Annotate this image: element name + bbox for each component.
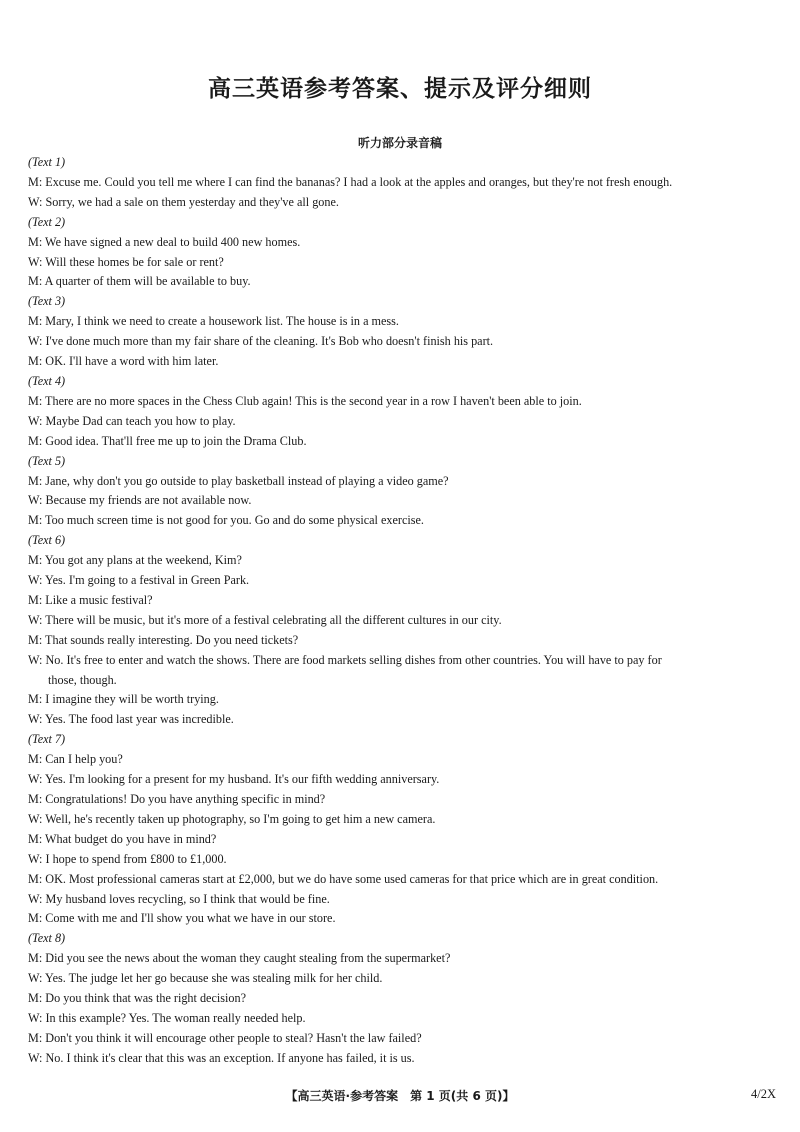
text-marker [28, 531, 778, 551]
dialogue-line [28, 312, 778, 332]
dialogue-line [28, 272, 778, 292]
dialogue-line [28, 690, 778, 710]
dialogue-line [28, 870, 778, 890]
text-marker-label: (Text 2) [28, 214, 66, 229]
dialogue-line [28, 611, 778, 631]
dialogue-line [28, 1049, 778, 1069]
dialogue-text: W: My husband loves recycling, so I think that would be fine. [28, 891, 330, 906]
dialogue-line [28, 173, 778, 193]
dialogue-text: W: No. I think it's clear that this was an exception. If anyone has failed, it is us. [28, 1050, 415, 1065]
text-marker-label: (Text 5) [28, 453, 66, 468]
dialogue-line [28, 1029, 778, 1049]
text-marker [28, 929, 778, 949]
text-marker [28, 213, 778, 233]
dialogue-text: M: Congratulations! Do you have anything specific in mind? [28, 792, 326, 806]
dialogue-text: M: Jane, why don't you go outside to play basketball instead of playing a video game? [28, 473, 449, 488]
dialogue-text: W: Well, he's recently taken up photography, so I'm going to get him a new camera. [28, 811, 436, 826]
dialogue-text: M: Excuse me. Could you tell me where I can find the bananas? I had a look at the apples and oranges, but they're not fresh enough. [28, 174, 673, 189]
dialogue-text: W: Yes. The food last year was incredible. [28, 712, 234, 727]
dialogue-text: M: Did you see the news about the woman they caught stealing from the supermarket? [28, 951, 451, 966]
dialogue-text: M: Don't you think it will encourage other people to steal? Hasn't the law failed? [28, 1030, 422, 1045]
dialogue-text: M: Mary, I think we need to create a housework list. The house is in a mess. [28, 314, 399, 329]
dialogue-text: W: There will be music, but it's more of a festival celebrating all the different cultures in our city. [28, 612, 502, 627]
dialogue-line [28, 511, 778, 531]
dialogue-line [28, 850, 778, 870]
dialogue-text: M: A quarter of them will be available to buy. [28, 274, 251, 289]
dialogue-text: W: No. It's free to enter and watch the shows. There are food markets selling dishes from other countries. You will have to pay for [28, 652, 662, 667]
dialogue-line [28, 551, 778, 571]
dialogue-text: W: I hope to spend from £800 to £1,000. [28, 851, 227, 866]
section-title: 听力部分录音稿 [357, 136, 442, 150]
dialogue-line [28, 472, 778, 492]
text-marker-label: (Text 8) [28, 931, 66, 946]
dialogue-line [28, 412, 778, 432]
dialogue-line [28, 352, 778, 372]
page-footer: 【高三英语·参考答案 第 1 页(共 6 页)】 [285, 1089, 515, 1103]
dialogue-text: M: Good idea. That'll free me up to join the Drama Club. [28, 433, 307, 448]
dialogue-text: W: Maybe Dad can teach you how to play. [28, 413, 236, 428]
dialogue-line [28, 710, 778, 730]
dialogue-text: M: That sounds really interesting. Do you need tickets? [28, 632, 299, 647]
text-marker [28, 452, 778, 472]
text-marker-label: (Text 3) [28, 294, 66, 309]
dialogue-text: M: Like a music festival? [28, 592, 153, 607]
text-marker [28, 730, 778, 750]
dialogue-line [28, 392, 778, 412]
dialogue-line [28, 909, 778, 929]
text-marker-label: (Text 1) [28, 155, 66, 169]
dialogue-text: M: What budget do you have in mind? [28, 831, 217, 846]
dialogue-line [28, 750, 778, 770]
dialogue-line [28, 969, 778, 989]
dialogue-text: W: In this example? Yes. The woman really needed help. [28, 1010, 306, 1025]
dialogue-line [28, 1009, 778, 1029]
dialogue-text: M: I imagine they will be worth trying. [28, 692, 219, 707]
listening-transcript [28, 153, 778, 1069]
dialogue-text: M: Come with me and I'll show you what we have in our store. [28, 911, 336, 926]
text-marker [28, 153, 778, 173]
dialogue-line [28, 571, 778, 591]
dialogue-line [28, 193, 778, 213]
text-marker-label: (Text 4) [28, 373, 66, 388]
page-code: 4/2X [751, 1087, 776, 1101]
dialogue-line [28, 332, 778, 352]
dialogue-text: M: Do you think that was the right decision? [28, 991, 246, 1006]
dialogue-text: W: Yes. I'm going to a festival in Green Park. [28, 573, 250, 588]
dialogue-text: W: I've done much more than my fair share of the cleaning. It's Bob who doesn't finish his part. [28, 334, 494, 349]
dialogue-line [28, 631, 778, 651]
dialogue-text: M: OK. I'll have a word with him later. [28, 354, 219, 369]
dialogue-line [28, 770, 778, 790]
text-marker [28, 372, 778, 392]
dialogue-text: M: Can I help you? [28, 752, 123, 767]
dialogue-line [28, 233, 778, 253]
dialogue-line [28, 253, 778, 273]
dialogue-text: M: We have signed a new deal to build 400 new homes. [28, 234, 301, 249]
dialogue-line [28, 830, 778, 850]
dialogue-line [28, 432, 778, 452]
dialogue-line [28, 790, 778, 810]
dialogue-text: M: You got any plans at the weekend, Kim? [28, 553, 242, 568]
dialogue-line [28, 591, 778, 611]
dialogue-text: M: There are no more spaces in the Chess Club again! This is the second year in a row I haven't been able to join. [28, 393, 582, 408]
text-marker-label: (Text 6) [28, 533, 66, 548]
dialogue-line [28, 491, 778, 511]
dialogue-text: W: Yes. The judge let her go because she was stealing milk for her child. [28, 971, 383, 986]
text-marker [28, 292, 778, 312]
dialogue-text: M: Too much screen time is not good for you. Go and do some physical exercise. [28, 513, 424, 528]
dialogue-text: W: Sorry, we had a sale on them yesterday and they've all gone. [28, 194, 339, 209]
dialogue-line [28, 989, 778, 1009]
dialogue-continuation: those, though. [48, 672, 117, 687]
dialogue-line [28, 810, 778, 830]
dialogue-text: W: Because my friends are not available now. [28, 493, 252, 508]
dialogue-text: W: Yes. I'm looking for a present for my husband. It's our fifth wedding anniversary. [28, 772, 440, 787]
page-title: 高三英语参考答案、提示及评分细则 [208, 76, 592, 102]
text-marker-label: (Text 7) [28, 732, 66, 747]
dialogue-line [28, 651, 778, 691]
dialogue-text: M: OK. Most professional cameras start at £2,000, but we do have some used cameras for that price which are in great condition. [28, 871, 659, 886]
dialogue-line [28, 949, 778, 969]
dialogue-text: W: Will these homes be for sale or rent? [28, 254, 224, 269]
dialogue-line [28, 890, 778, 910]
